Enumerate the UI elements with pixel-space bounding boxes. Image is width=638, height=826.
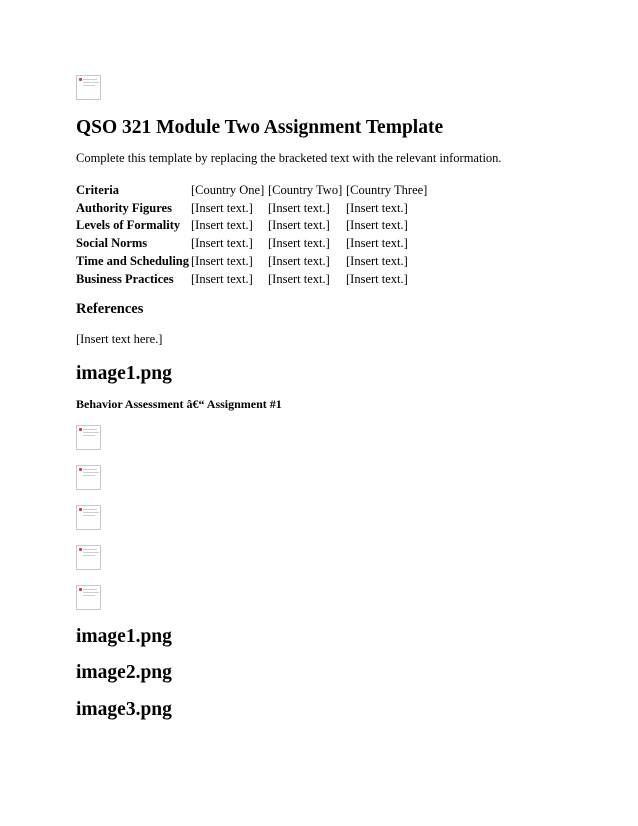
table-row — [76, 271, 436, 289]
document-title: QSO 321 Module Two Assignment Template — [76, 117, 444, 138]
table-cell: [Insert text.] — [191, 271, 253, 286]
broken-image-icon — [76, 545, 101, 570]
table-cell: [Insert text.] — [268, 218, 330, 233]
broken-image-icon — [76, 585, 101, 610]
broken-image-icon — [76, 75, 101, 100]
table-header-cell: [Country Three] — [346, 183, 428, 197]
table-row-label: Business Practices — [76, 271, 174, 286]
table-row-label: Levels of Formality — [76, 218, 181, 233]
intro-paragraph: Complete this template by replacing the bracketed text with the relevant information. — [76, 151, 502, 165]
table-row — [76, 200, 436, 218]
image-label: image3.png — [76, 699, 172, 720]
table-row-label: Authority Figures — [76, 200, 172, 215]
table-cell: [Insert text.] — [191, 218, 253, 233]
table-row — [76, 253, 436, 271]
table-header-cell: [Country Two] — [268, 183, 343, 197]
table-cell: [Insert text.] — [191, 236, 253, 251]
image-label: image2.png — [76, 662, 172, 683]
references-heading: References — [76, 301, 144, 317]
table-row — [76, 217, 436, 235]
broken-image-icon — [76, 425, 101, 450]
criteria-table — [76, 182, 436, 288]
table-header-cell: [Country One] — [191, 183, 265, 197]
table-cell: [Insert text.] — [346, 200, 408, 215]
table-cell: [Insert text.] — [268, 253, 330, 268]
table-cell: [Insert text.] — [268, 236, 330, 251]
broken-image-icon — [76, 465, 101, 490]
table-row — [76, 235, 436, 253]
references-text: [Insert text here.] — [76, 332, 163, 346]
image-label: image1.png — [76, 626, 172, 647]
table-cell: [Insert text.] — [268, 271, 330, 286]
broken-image-icon — [76, 505, 101, 530]
table-cell: [Insert text.] — [346, 236, 408, 251]
table-header-row — [76, 182, 436, 200]
table-cell: [Insert text.] — [268, 200, 330, 215]
assessment-heading: Behavior Assessment â€“ Assignment #1 — [76, 397, 282, 411]
table-cell: [Insert text.] — [191, 253, 253, 268]
table-row-label: Time and Scheduling — [76, 253, 190, 268]
table-header-cell: Criteria — [76, 183, 120, 197]
table-cell: [Insert text.] — [346, 218, 408, 233]
image-heading: image1.png — [76, 363, 172, 384]
table-row-label: Social Norms — [76, 236, 148, 251]
table-cell: [Insert text.] — [346, 253, 408, 268]
table-cell: [Insert text.] — [346, 271, 408, 286]
table-cell: [Insert text.] — [191, 200, 253, 215]
